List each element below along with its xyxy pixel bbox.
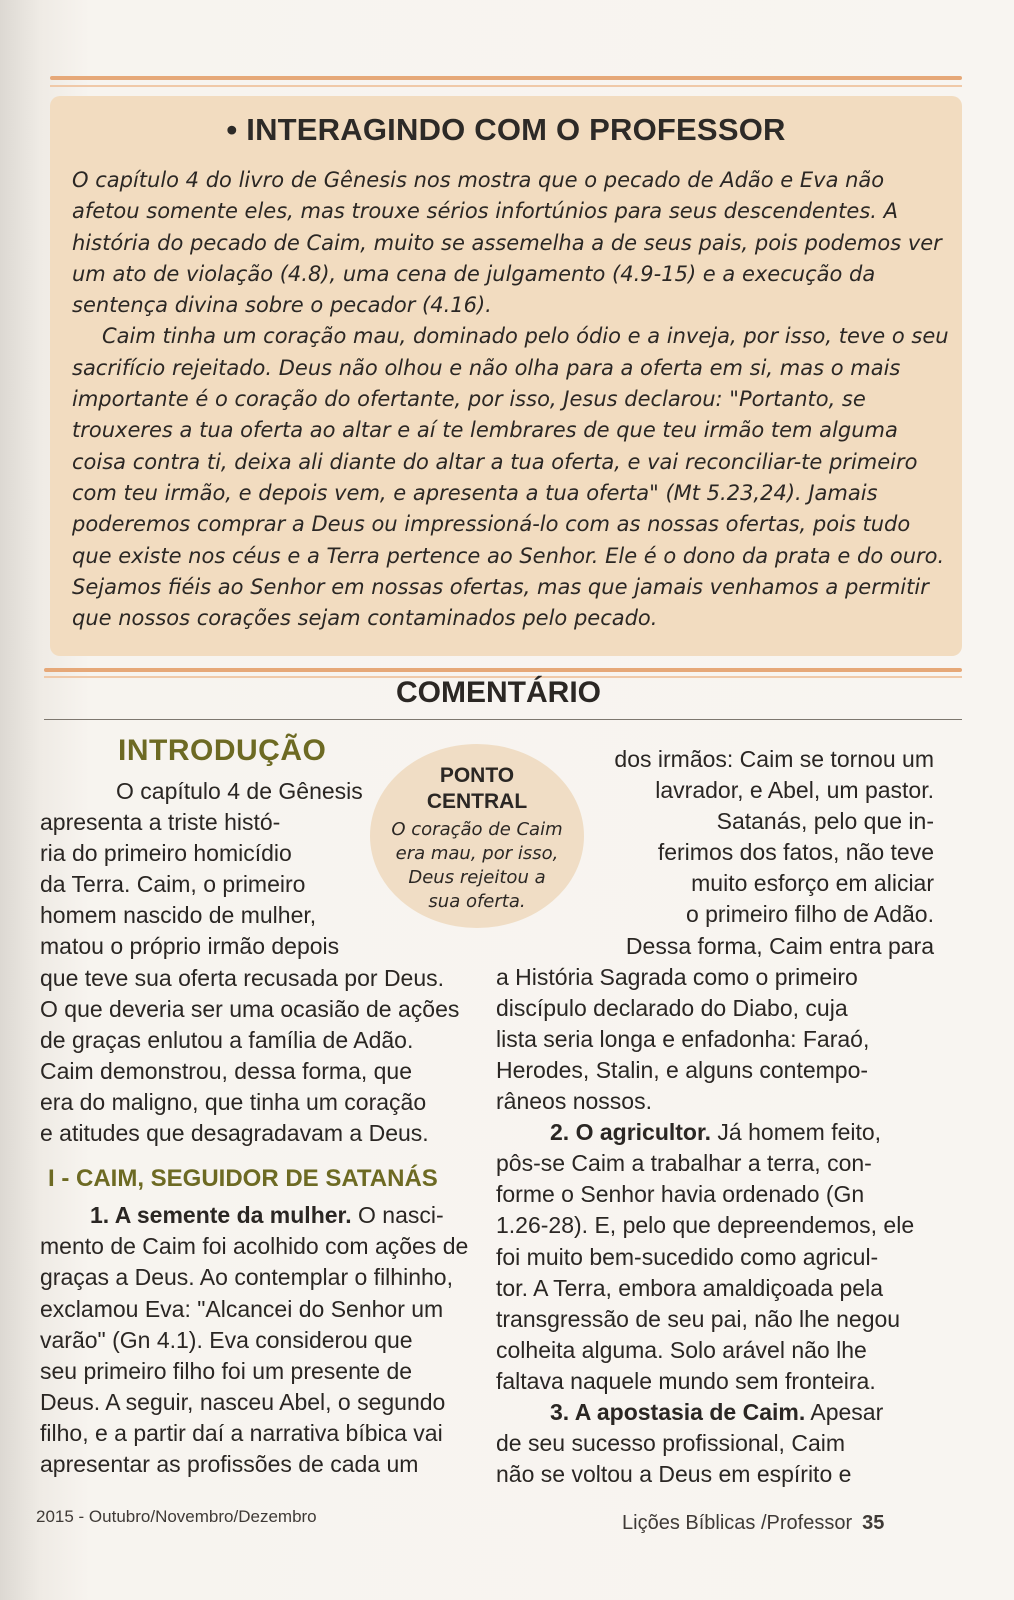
right-line: lavrador, e Abel, um pastor. xyxy=(655,777,934,804)
left-line xyxy=(40,1200,470,1231)
left-line: homem nascido de mulher, xyxy=(40,902,317,929)
item1-first-rest: O nasci- xyxy=(351,1202,444,1229)
callout-line: Deus rejeitou a xyxy=(408,867,546,888)
right-line: ferimos dos fatos, não teve xyxy=(657,839,934,866)
right-column xyxy=(496,744,934,1490)
footer-issue: 2015 - Outubro/Novembro/Dezembro xyxy=(36,1507,317,1526)
right-line: 1.26-28). E, pelo que depreendemos, ele xyxy=(496,1212,915,1239)
teacher-box-paragraph-2: Caim tinha um coração mau, dominado pelo ódio e a inveja, por isso, teve o seu sacrifício rejeitado. Deus não olhou e não olha para a oferta em si, mas o mais importante é o coração do ofertante, por isso, Jesus declarou: "Portanto, se trouxeres a tua oferta ao altar e aí te lembrares de que teu irmão tem alguma coisa contra ti, deixa ali diante do altar a tua oferta, e vai reconciliar-te primeiro com teu irmão, e depois vem, e apresenta a tua oferta" (Mt 5.23,24). Jamais poderemos comprar a Deus ou impressioná-lo com as nossas ofertas, pois tudo que existe nos céus e a Terra pertence ao Senhor. Ele é o dono da prata e do ouro. Sejamos fiéis ao Senhor em nossas ofertas, mas que jamais venhamos a permitir que nossos corações sejam contaminados pelo pecado. xyxy=(72,324,949,631)
intro-heading: INTRODUÇÃO xyxy=(118,734,327,767)
section-title: COMENTÁRIO xyxy=(396,676,601,709)
left-line: apresentar as profissões de cada um xyxy=(40,1450,419,1477)
teacher-box-title: • INTERAGINDO COM O PROFESSOR xyxy=(226,112,786,147)
left-line: da Terra. Caim, o primeiro xyxy=(40,871,306,898)
heading-caim-seguidor: I - CAIM, SEGUIDOR DE SATANÁS xyxy=(48,1165,438,1193)
right-line: râneos nossos. xyxy=(496,1088,652,1115)
right-line: colheita alguma. Solo arável não lhe xyxy=(496,1336,867,1363)
item2-first-rest: Já homem feito, xyxy=(711,1119,882,1146)
callout-title-line: CENTRAL xyxy=(426,790,528,813)
right-line: a História Sagrada como o primeiro xyxy=(496,963,858,990)
left-line: e atitudes que desagradavam a Deus. xyxy=(40,1120,429,1147)
left-line: de graças enlutou a família de Adão. xyxy=(40,1026,414,1053)
top-rule xyxy=(50,76,962,80)
left-line: ria do primeiro homicídio xyxy=(40,840,292,867)
right-line: transgressão de seu pai, não lhe negou xyxy=(496,1305,901,1332)
page-number: 35 xyxy=(862,1512,885,1534)
callout-line: sua oferta. xyxy=(428,891,526,912)
right-line: foi muito bem-sucedido como agricul- xyxy=(496,1243,879,1270)
right-line xyxy=(496,1117,934,1148)
right-line: Satanás, pelo que in- xyxy=(716,808,934,835)
left-line: O que deveria ser uma ocasião de ações xyxy=(40,995,460,1022)
right-line: lista seria longa e enfadonha: Faraó, xyxy=(496,1025,870,1052)
middle-rule xyxy=(44,668,962,672)
callout-line: era mau, por isso, xyxy=(395,843,559,864)
footer-publication xyxy=(622,1512,884,1535)
callout-title-line: PONTO xyxy=(439,764,515,787)
right-line: discípulo declarado do Diabo, cuja xyxy=(496,994,848,1021)
left-line: exclamou Eva: "Alcancei do Senhor um xyxy=(40,1295,444,1322)
left-line: era do maligno, que tinha um coração xyxy=(40,1088,427,1115)
left-line: apresenta a triste histó- xyxy=(40,809,281,836)
left-line: filho, e a partir daí a narrativa bíbica vai xyxy=(40,1419,443,1446)
right-line: Herodes, Stalin, e alguns contempo- xyxy=(496,1056,869,1083)
right-line: dos irmãos: Caim se tornou um xyxy=(614,746,934,772)
item3-label: 3. A apostasia de Caim. xyxy=(550,1398,806,1425)
left-line: mento de Caim foi acolhido com ações de xyxy=(40,1233,469,1260)
footer-title: Lições Bíblicas /Professor xyxy=(622,1512,853,1534)
left-line: seu primeiro filho foi um presente de xyxy=(40,1357,413,1384)
right-line: pôs-se Caim a trabalhar a terra, con- xyxy=(496,1150,872,1177)
teacher-box-text xyxy=(72,165,950,634)
right-line: o primeiro filho de Adão. xyxy=(685,901,934,928)
right-line: faltava naquele mundo sem fronteira. xyxy=(496,1367,876,1394)
left-line: Caim demonstrou, dessa forma, que xyxy=(40,1057,413,1084)
item3-first-rest: Apesar xyxy=(805,1398,884,1425)
left-line: O capítulo 4 de Gênesis xyxy=(116,778,363,804)
right-line xyxy=(496,1397,934,1428)
teacher-box-paragraph-1: O capítulo 4 do livro de Gênesis nos mostra que o pecado de Adão e Eva não afetou somente eles, mas trouxe sérios infortúnios para seus descendentes. A história do pecado de Caim, muito se assemelha a de seus pais, pois podemos ver um ato de violação (4.8), uma cena de julgamento (4.9-15) e a execução da sentença divina sobre o pecador (4.16). xyxy=(72,168,942,318)
left-line: que teve sua oferta recusada por Deus. xyxy=(40,964,445,991)
right-line: tor. A Terra, embora amaldiçoada pela xyxy=(496,1274,883,1301)
top-rule-thin xyxy=(50,85,962,87)
left-line: matou o próprio irmão depois xyxy=(40,933,340,960)
item2-label: 2. O agricultor. xyxy=(550,1119,712,1146)
section-underline xyxy=(44,719,962,720)
left-line: Deus. A seguir, nasceu Abel, o segundo xyxy=(40,1388,446,1415)
right-line: Dessa forma, Caim entra para xyxy=(625,932,934,959)
callout-line: O coração de Caim xyxy=(391,819,563,840)
left-column xyxy=(40,776,470,1480)
item1-label: 1. A semente da mulher. xyxy=(90,1202,352,1229)
right-line: de seu sucesso profissional, Caim xyxy=(496,1430,845,1457)
left-line: graças a Deus. Ao contemplar o filhinho, xyxy=(40,1264,453,1291)
right-line: muito esforço em aliciar xyxy=(691,870,934,897)
right-line: não se voltou a Deus em espírito e xyxy=(496,1461,852,1488)
right-line: forme o Senhor havia ordenado (Gn xyxy=(496,1181,865,1208)
left-line: varão" (Gn 4.1). Eva considerou que xyxy=(40,1326,413,1353)
